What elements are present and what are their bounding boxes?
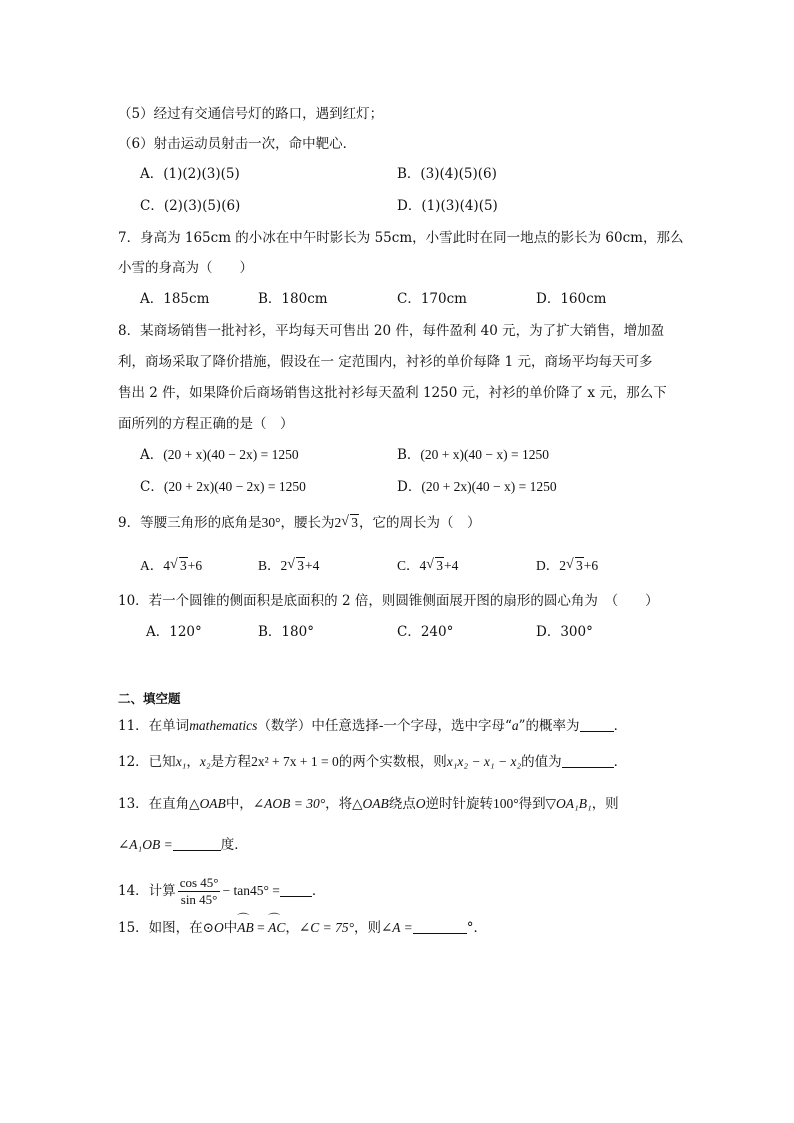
q13-line1: 13．在直角△OAB中，∠AOB = 30°，将△OAB绕点O逆时针旋转100°得到▽OA₁B₁，则: [118, 796, 619, 812]
q6-option-b: B．(3)(4)(5)(6): [397, 166, 497, 182]
answer-blank[interactable]: [562, 753, 614, 768]
q8-stem-line1: 8．某商场销售一批衬衫，平均每天可售出 20 件，每件盈利 40 元，为了扩大销售，增加盈: [118, 323, 665, 339]
q7-option-d: D．160cm: [536, 291, 607, 307]
q6-item-6: （6）射击运动员射击一次，命中靶心．: [118, 136, 357, 152]
q8-option-a-expr: (20 + x)(40 − 2x) = 1250: [163, 447, 299, 462]
fraction: $\frac{\cos 45^\circ}{\sin 45^\circ}$: [179, 875, 219, 907]
q8-stem-line4: 面所列的方程正确的是（ ）: [118, 416, 294, 432]
q7-stem-line2: 小雪的身高为（ ）: [118, 260, 253, 276]
q9-option-d: D．2√ 3+6: [536, 556, 598, 576]
q6-option-d: D．(1)(3)(4)(5): [397, 198, 498, 214]
q9-stem: 9．等腰三角形的底角是30°，腰长为2√ 3，它的周长为（ ）: [118, 513, 481, 533]
q8-stem-line2: 利，商场采取了降价措施，假设在一 定范围内，衬衫的单价每降 1 元，商场平均每天可多: [118, 354, 653, 370]
q9-option-b: B．2√ 3+4: [258, 556, 319, 576]
q13-line2: ∠A₁OB = 度．: [118, 837, 248, 853]
q10-stem: 10．若一个圆锥的侧面积是底面积的 2 倍，则圆锥侧面展开图的扇形的圆心角为 （ ）: [118, 593, 659, 609]
q8-option-c: C．(20 + 2x)(40 − 2x) = 1250: [140, 479, 306, 495]
q14: 14．计算 $\frac{\cos 45^\circ}{\sin 45^\circ}$ − tan45° = ．: [118, 875, 326, 907]
q9-option-a: A．4√ 3+6: [140, 556, 202, 576]
q8-option-b: B．(20 + x)(40 − x) = 1250: [397, 447, 549, 463]
q8-option-d-expr: (20 + 2x)(40 − x) = 1250: [421, 479, 557, 494]
sqrt-symbol: √ 3: [341, 513, 359, 533]
section-fill-in-heading: 二、填空题: [118, 691, 181, 706]
q11: 11．在单词mathematics（数学）中任意选择-一个字母，选中字母“a”的概率为 ．: [118, 718, 628, 734]
q6-item-5: （5）经过有交通信号灯的路口，遇到红灯；: [118, 106, 384, 122]
arc-ab: ⌒ AB: [237, 918, 254, 938]
q10-option-a: A．120°: [146, 624, 202, 640]
q10-option-c: C．240°: [397, 624, 454, 640]
q10-option-b: B．180°: [258, 624, 314, 640]
q15: 15．如图，在⊙O中⌒ AB = ⌒ AC，∠C = 75°，则∠A = °．: [118, 918, 487, 938]
q7-option-c: C．170cm: [397, 291, 467, 307]
answer-blank[interactable]: [580, 717, 614, 732]
answer-blank[interactable]: [413, 919, 467, 934]
q7-stem-line1: 7．身高为 165cm 的小冰在中午时影长为 55cm，小雪此时在同一地点的影长为 60cm，那么: [118, 230, 684, 246]
q8-option-d: D．(20 + 2x)(40 − x) = 1250: [397, 479, 557, 495]
q10-option-d: D．300°: [536, 624, 593, 640]
q9-option-c: C．4√ 3+4: [397, 556, 458, 576]
arc-ac: ⌒ AC: [268, 918, 285, 938]
q8-option-b-expr: (20 + x)(40 − x) = 1250: [420, 447, 549, 462]
q6-option-a: A．(1)(2)(3)(5): [140, 166, 240, 182]
q7-option-a: A．185cm: [140, 291, 210, 307]
q7-option-b: B．180cm: [258, 291, 328, 307]
answer-blank[interactable]: [280, 882, 312, 897]
q12: 12．已知x₁，x₂是方程2x² + 7x + 1 = 0的两个实数根，则x₁x₂ − x₁ − x₂的值为 ．: [118, 754, 628, 770]
q8-option-a: A．(20 + x)(40 − 2x) = 1250: [140, 447, 299, 463]
q6-option-c: C．(2)(3)(5)(6): [140, 198, 241, 214]
q8-option-c-expr: (20 + 2x)(40 − 2x) = 1250: [163, 479, 306, 494]
answer-blank[interactable]: [173, 836, 221, 851]
q8-stem-line3: 售出 2 件，如果降价后商场销售这批衬衫每天盈利 1250 元，衬衫的单价降了 x 元，那么下: [118, 385, 667, 401]
